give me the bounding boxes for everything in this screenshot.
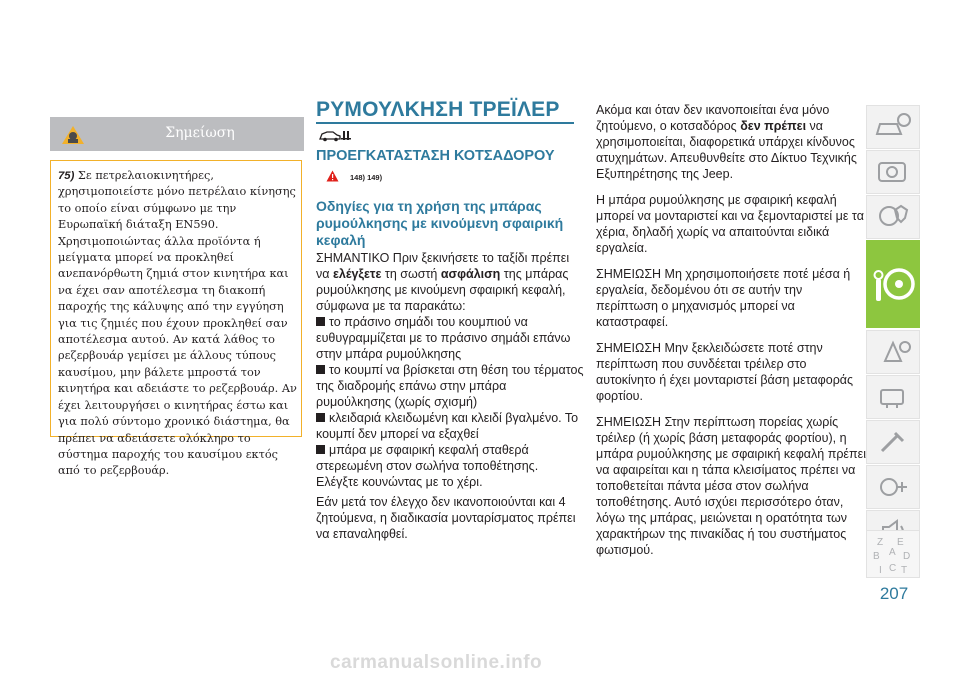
watermark-text: carmanualsonline.info <box>330 652 543 673</box>
mechanic-note-icon <box>59 124 87 146</box>
service-icon <box>867 376 919 418</box>
svg-text:B: B <box>873 551 880 562</box>
page-number: 207 <box>879 584 909 603</box>
check-item <box>316 410 584 442</box>
check-item <box>316 442 584 490</box>
tab-maintenance[interactable] <box>866 420 920 464</box>
check-item <box>316 362 584 410</box>
svg-text:A: A <box>889 547 896 558</box>
check-item-text: μπάρα με σφαιρική κεφαλή σταθερά στερεωμένη στον σωλήνα τοποθέτησης. Ελέγξτε κουνώντας με το χέρι. <box>316 443 539 489</box>
tab-safety[interactable] <box>866 195 920 239</box>
middle-body <box>316 250 584 542</box>
instructions-heading: Οδηγίες για τη χρήση της μπάρας ρυμούλκησης με κινούμενη σφαιρική κεφαλή <box>316 198 564 248</box>
right-paragraph <box>596 102 866 182</box>
important-text-3: της μπάρας ρυμούλκησης με κινούμενη σφαιρική κεφαλή, σύμφωνα με τα παρακάτω: <box>316 267 569 313</box>
steering-start-icon <box>867 241 919 327</box>
svg-text:D: D <box>903 551 911 562</box>
note-number: 75) <box>58 170 75 182</box>
right-body <box>596 102 866 568</box>
subsection-heading: ΠΡΟΕΓΚΑΤΑΣΤΑΣΗ ΚΟΤΣΑΔΟΡΟΥ <box>316 148 555 164</box>
tools-icon <box>867 421 919 463</box>
svg-text:Z: Z <box>877 537 884 548</box>
warning-light-icon <box>867 331 919 373</box>
tab-emergency[interactable] <box>866 375 920 419</box>
warning-references: 148) 149) <box>350 173 383 182</box>
right-paragraph: ΣΗΜΕΙΩΣΗ Μην ξεκλειδώσετε ποτέ στην περίπτωση που συνδέεται τρέιλερ στο αυτοκίνητο ή έχει μονταριστεί βάση μεταφοράς φορτίου. <box>596 341 854 403</box>
right-paragraph: ΣΗΜΕΙΩΣΗ Μη χρησιμοποιήσετε ποτέ μέσα ή εργαλεία, δεδομένου ότι σε αυτήν την περίπτωση ο μηχανισμός μπορεί να καταστραφεί. <box>596 267 851 329</box>
heading-rule <box>316 122 574 124</box>
check-item-text: κλειδαριά κλειδωμένη και κλειδί βγαλμένο. Το κουμπί δεν μπορεί να εξαχθεί <box>316 411 579 441</box>
important-text-2: τη σωστή <box>381 267 441 281</box>
svg-text:I: I <box>879 565 882 576</box>
checkbox-icon <box>316 413 325 422</box>
tab-car-info[interactable] <box>866 105 920 149</box>
safety-icon <box>867 196 919 238</box>
check-item <box>316 314 584 362</box>
important-text: ΣΗΜΑΝΤΙΚΟ Πριν ξεκινήσετε το ταξίδι πρέπει να <box>316 251 570 281</box>
note-title: Σημείωση <box>165 125 235 141</box>
warning-triangle-icon <box>326 170 339 182</box>
check-item-text: το κουμπί να βρίσκεται στη θέση του τέρματος της διαδρομής επάνω στην μπάρα ρυμούλκησης (χωρίς σχισμή) <box>316 363 584 409</box>
must-not-bold: δεν πρέπει <box>740 119 807 133</box>
specs-icon <box>867 466 919 508</box>
svg-text:E: E <box>897 537 904 548</box>
tab-warning-lights[interactable] <box>866 330 920 374</box>
index-icon <box>867 531 919 577</box>
locking-bold: ασφάλιση <box>440 267 501 281</box>
note-body <box>58 168 298 480</box>
tab-index[interactable] <box>866 530 920 578</box>
dashboard-icon <box>867 151 919 193</box>
note-text: Σε πετρελαιοκινητήρες, χρησιμοποιείστε μόνο πετρέλαιο κίνησης το οποίο είναι σύμφωνο με την Ευρωπαϊκή διάταξη EN590. Χρησιμοποιώντας άλλα προϊόντα ή μείγματα μπορεί να προκληθεί ανεπανόρθωτη ζημιά στον κινητήρα και να έχει σαν αποτέλεσμα τη διακοπή παροχής της κάλυψης από την εγγύηση για τις ζημιές που έχουν προκληθεί σαν αποτέλεσμα αυτού. Αν κατά λάθος το ρεζερβουάρ γεμίσει με άλλους τύπους καυσίμου, μην βάλετε μπροστά τον κινητήρα και αδειάστε το ρεζερβουάρ. Αν έχει λειτουργήσει ο κινητήρας έστω και για πολύ σύντομο χρονικό διάστημα, θα πρέπει να αδειάσετε ολόκληρο το σύστημα παροχής του καυσίμου εκτός από το ρεζερβουάρ. <box>58 169 297 478</box>
svg-text:T: T <box>901 565 908 576</box>
checkbox-icon <box>316 365 325 374</box>
check-item-text: το πράσινο σημάδι του κουμπιού να ευθυγραμμίζεται με το πράσινο σημάδι επάνω στην μπάρα ρυμούλκησης <box>316 315 571 361</box>
right-text: Ακόμα και όταν δεν ικανοποιείται ένα μόνο ζητούμενο, ο κοτσαδόρος <box>596 103 830 133</box>
right-paragraph: Η μπάρα ρυμούλκησης με σφαιρική κεφαλή μπορεί να μονταριστεί και να ξεμονταριστεί με τα χέρια, δηλαδή χωρίς να απαιτούνται ειδικά εργαλεία. <box>596 193 864 255</box>
right-paragraph: ΣΗΜΕΙΩΣΗ Στην περίπτωση πορείας χωρίς τρέιλερ (ή χωρίς βάση μεταφοράς φορτίου), η μπάρα ρυμούλκησης με σφαιρική κεφαλή πρέπει να αφαιρείται και η τάπα κλεισίματος πρέπει να τοποθετείται πάντα μέσα στον σωλήνα τοποθέτησης. Αυτό ισχύει περισσότερο όταν, λόγω της μπάρας, μειώνεται η ορατότητα των χαρακτήρων της πινακίδας ή του συστήματος φωτισμού. <box>596 415 866 557</box>
check-bold: ελέγξετε <box>332 267 382 281</box>
checkbox-icon <box>316 317 325 326</box>
car-info-icon <box>867 106 919 148</box>
svg-text:C: C <box>889 563 897 574</box>
tab-dashboard[interactable] <box>866 150 920 194</box>
checkbox-icon <box>316 445 325 454</box>
car-trailer-icon <box>318 128 352 142</box>
tab-technical-data[interactable] <box>866 465 920 509</box>
tab-starting-driving[interactable] <box>866 240 920 328</box>
repeat-paragraph: Εάν μετά τον έλεγχο δεν ικανοποιούνται και 4 ζητούμενα, η διαδικασία μονταρίσματος πρέπει να επαναληφθεί. <box>316 495 576 541</box>
right-text-2: να χρησιμοποιείται, διαφορετικά υπάρχει κίνδυνος ατυχημάτων. Απευθυνθείτε στο Δίκτυο Τεχνικής Εξυπηρέτησης της Jeep. <box>596 119 857 181</box>
section-heading: ΡΥΜΟΥΛΚΗΣΗ ΤΡΕΪΛΕΡ <box>316 98 560 121</box>
important-paragraph <box>316 250 584 314</box>
